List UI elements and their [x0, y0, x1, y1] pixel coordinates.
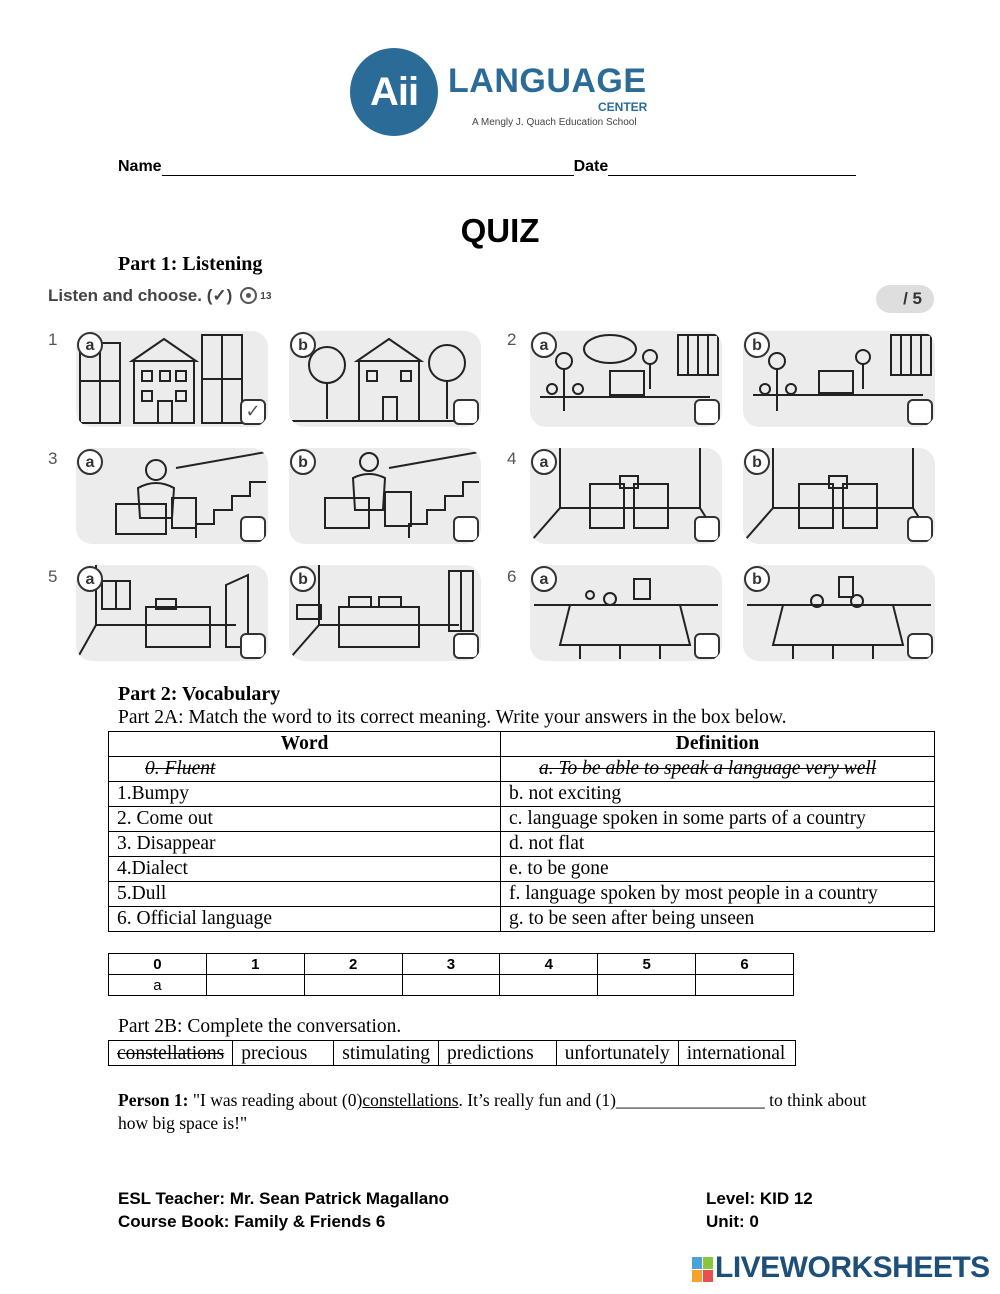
option-letter: a — [531, 449, 557, 475]
answer-checkbox[interactable] — [694, 399, 720, 425]
table-row — [109, 832, 935, 857]
answer-number: 1 — [206, 954, 304, 975]
answer-number: 4 — [500, 954, 598, 975]
picture-option[interactable] — [76, 565, 268, 661]
word-bank-row — [109, 1041, 796, 1066]
definition-cell: b. not exciting — [501, 782, 935, 807]
answer-cell: a — [109, 975, 207, 996]
picture-option[interactable] — [743, 331, 935, 427]
name-field-row — [118, 158, 856, 176]
definition-cell: g. to be seen after being unseen — [501, 907, 935, 932]
answer-number: 5 — [598, 954, 696, 975]
question-number: 2 — [507, 330, 517, 349]
part2-heading: Part 2: Vocabulary — [118, 683, 281, 705]
answer-input-row — [109, 975, 794, 996]
answer-input[interactable] — [500, 975, 598, 996]
header-word: Word — [109, 732, 501, 757]
speaker-label: Person 1: — [118, 1090, 189, 1110]
part1-heading: Part 1: Listening — [118, 253, 263, 275]
word-cell: 4.Dialect — [109, 857, 501, 882]
table-row — [109, 882, 935, 907]
table-header-row — [109, 732, 935, 757]
option-letter: b — [290, 332, 316, 358]
answer-number: 3 — [402, 954, 500, 975]
quiz-title: QUIZ — [460, 212, 540, 249]
option-letter: b — [744, 566, 770, 592]
table-row — [109, 907, 935, 932]
word-bank-item: precious — [233, 1041, 334, 1066]
cd-icon — [240, 287, 257, 304]
question-number: 3 — [48, 449, 58, 468]
picture-option[interactable] — [289, 331, 481, 427]
answer-input[interactable] — [598, 975, 696, 996]
picture-option[interactable] — [289, 565, 481, 661]
vocabulary-table — [108, 731, 935, 932]
word-bank-item: predictions — [439, 1041, 557, 1066]
definition-cell: e. to be gone — [501, 857, 935, 882]
word-bank-item: constellations — [109, 1041, 233, 1066]
word-cell: 1.Bumpy — [109, 782, 501, 807]
part2a-instruction: Part 2A: Match the word to its correct meaning. Write your answers in the box below. — [118, 707, 787, 728]
question-number: 6 — [507, 567, 517, 586]
word-bank — [108, 1040, 796, 1066]
picture-option[interactable] — [289, 448, 481, 544]
picture-option[interactable] — [76, 448, 268, 544]
picture-option[interactable] — [530, 565, 722, 661]
option-letter: a — [77, 566, 103, 592]
logo-center: CENTER — [598, 100, 648, 114]
table-row — [109, 857, 935, 882]
answer-checkbox[interactable] — [694, 633, 720, 659]
dialogue-example: constellations — [362, 1090, 459, 1110]
logo-mark: Aii — [350, 48, 438, 136]
logo-tagline: A Mengly J. Quach Education School — [472, 117, 637, 128]
answer-number-row — [109, 954, 794, 975]
word-cell: 3. Disappear — [109, 832, 501, 857]
level: Level: KID 12 — [706, 1189, 813, 1208]
answer-input[interactable] — [304, 975, 402, 996]
question-number: 1 — [48, 330, 58, 349]
instruction-text: Listen and choose. (✓) — [48, 286, 233, 305]
option-letter: b — [744, 449, 770, 475]
word-cell: 0. Fluent — [109, 757, 501, 782]
option-letter: b — [290, 566, 316, 592]
answer-checkbox[interactable] — [453, 633, 479, 659]
brand-name: LIVEWORKSHEETS — [715, 1251, 990, 1284]
track-number: 13 — [260, 291, 272, 302]
teacher-name: ESL Teacher: Mr. Sean Patrick Magallano — [118, 1189, 449, 1208]
answer-checkbox[interactable] — [694, 516, 720, 542]
answer-checkbox[interactable] — [240, 516, 266, 542]
option-letter: a — [531, 566, 557, 592]
answer-input[interactable] — [696, 975, 794, 996]
answer-number: 0 — [109, 954, 207, 975]
conversation-line — [118, 1089, 898, 1135]
answer-input[interactable] — [402, 975, 500, 996]
logo-name: LANGUAGE — [448, 62, 647, 100]
picture-option[interactable] — [530, 331, 722, 427]
answer-checkbox[interactable] — [453, 516, 479, 542]
answer-checkbox[interactable] — [240, 633, 266, 659]
course-book: Course Book: Family & Friends 6 — [118, 1212, 386, 1231]
answer-checkbox[interactable] — [907, 399, 933, 425]
word-cell: 6. Official language — [109, 907, 501, 932]
word-bank-item: stimulating — [334, 1041, 439, 1066]
part2b-instruction: Part 2B: Complete the conversation. — [118, 1016, 402, 1037]
dialogue-text-before: "I was reading about (0) — [188, 1090, 363, 1110]
option-letter: b — [290, 449, 316, 475]
picture-option[interactable] — [530, 448, 722, 544]
word-cell: 2. Come out — [109, 807, 501, 832]
question-number: 5 — [48, 567, 58, 586]
answer-checkbox[interactable] — [907, 516, 933, 542]
answer-input[interactable] — [206, 975, 304, 996]
unit: Unit: 0 — [706, 1212, 759, 1231]
option-letter: b — [744, 332, 770, 358]
option-letter: a — [531, 332, 557, 358]
word-cell: 5.Dull — [109, 882, 501, 907]
name-label: Name — [118, 158, 162, 175]
word-bank-item: international — [678, 1041, 796, 1066]
answer-checkbox[interactable] — [453, 399, 479, 425]
school-logo — [350, 46, 650, 138]
question-number: 4 — [507, 449, 517, 468]
answer-checkbox[interactable]: ✓ — [240, 399, 266, 425]
definition-cell: d. not flat — [501, 832, 935, 857]
answer-checkbox[interactable] — [907, 633, 933, 659]
picture-option[interactable] — [743, 565, 935, 661]
header-definition: Definition — [501, 732, 935, 757]
definition-cell: c. language spoken in some parts of a country — [501, 807, 935, 832]
date-label: Date — [573, 158, 609, 175]
option-letter: a — [77, 449, 103, 475]
word-bank-item: unfortunately — [556, 1041, 678, 1066]
answer-number: 2 — [304, 954, 402, 975]
score-badge: / 5 — [876, 285, 934, 313]
table-row — [109, 757, 935, 782]
date-input-line[interactable] — [608, 159, 856, 176]
picture-option[interactable] — [76, 331, 268, 427]
listening-instruction — [48, 286, 271, 306]
table-row — [109, 782, 935, 807]
answer-table — [108, 953, 794, 996]
definition-cell: a. To be able to speak a language very well — [501, 757, 935, 782]
table-row — [109, 807, 935, 832]
picture-option[interactable] — [743, 448, 935, 544]
definition-cell: f. language spoken by most people in a country — [501, 882, 935, 907]
name-input-line[interactable] — [162, 159, 574, 176]
liveworksheets-blocks-icon — [692, 1257, 714, 1283]
dialogue-text-after[interactable]: . It’s really fun and (1)_________________ to think about how big space is!" — [118, 1090, 867, 1133]
option-letter: a — [77, 332, 103, 358]
answer-number: 6 — [696, 954, 794, 975]
